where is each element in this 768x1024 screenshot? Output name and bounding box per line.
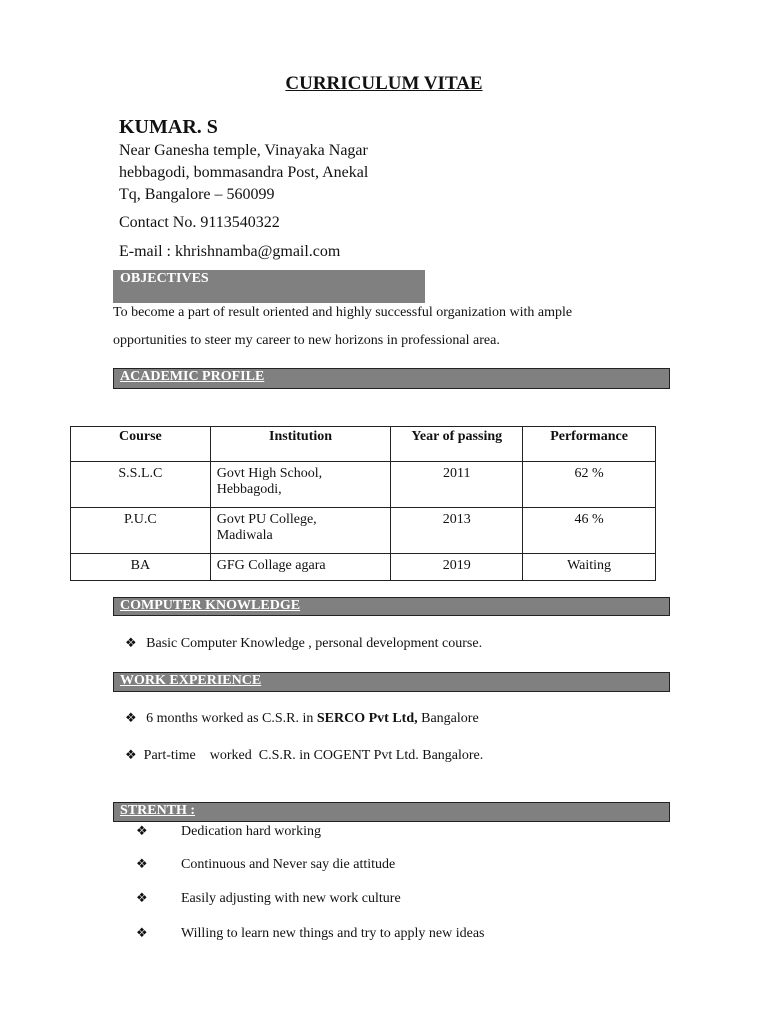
list-item (125, 748, 483, 764)
address-line-2: hebbagodi, bommasandra Post, Anekal (119, 164, 369, 181)
work-experience-heading-text: WORK EXPERIENCE (120, 673, 262, 688)
year-cell: 2013 (391, 508, 523, 554)
diamond-bullet-icon: ❖ (125, 748, 137, 763)
computer-knowledge-heading (113, 597, 670, 616)
diamond-bullet-icon: ❖ (136, 926, 148, 941)
diamond-bullet-icon: ❖ (136, 857, 148, 872)
email-address: E-mail : khrishnamba@gmail.com (119, 243, 341, 260)
header-performance: Performance (523, 427, 656, 462)
work-item-text-suffix: Bangalore (417, 711, 479, 726)
address-line-1: Near Ganesha temple, Vinayaka Nagar (119, 142, 368, 159)
list-item-text: Continuous and Never say die attitude (181, 857, 396, 872)
list-item-text: Willing to learn new things and try to apply new ideas (181, 926, 485, 941)
header-course: Course (71, 427, 211, 462)
list-item (136, 891, 401, 907)
diamond-bullet-icon: ❖ (125, 711, 137, 726)
list-item-text: Basic Computer Knowledge , personal development course. (146, 636, 483, 651)
table-row (71, 554, 656, 581)
course-cell: BA (71, 554, 211, 581)
work-experience-heading (113, 672, 670, 692)
academic-profile-heading-text: ACADEMIC PROFILE (120, 369, 265, 384)
diamond-bullet-icon: ❖ (136, 824, 148, 839)
institution-line: Govt PU College, (216, 512, 317, 527)
institution-cell: GFG Collage agara (210, 554, 391, 581)
work-item-text-prefix: 6 months worked as C.S.R. in (146, 711, 317, 726)
objectives-heading-text: OBJECTIVES (120, 271, 209, 286)
list-item-text: Easily adjusting with new work culture (181, 891, 401, 906)
objectives-line-1: To become a part of result oriented and highly successful organization with ample (113, 305, 573, 320)
objectives-line-2: opportunities to steer my career to new horizons in professional area. (113, 333, 500, 348)
objectives-heading (113, 270, 425, 303)
address-line-3: Tq, Bangalore – 560099 (119, 186, 275, 203)
institution-cell (210, 508, 391, 554)
institution-cell (210, 462, 391, 508)
academic-profile-heading (113, 368, 670, 389)
table-row (71, 508, 656, 554)
list-item-text: Dedication hard working (181, 824, 321, 839)
list-item (136, 824, 321, 840)
table-row (71, 462, 656, 508)
performance-cell: Waiting (523, 554, 656, 581)
academic-table-header (71, 427, 656, 462)
performance-cell: 46 % (523, 508, 656, 554)
course-cell: S.S.L.C (71, 462, 211, 508)
list-item (125, 636, 482, 652)
course-cell: P.U.C (71, 508, 211, 554)
contact-number: Contact No. 9113540322 (119, 214, 280, 231)
document-title: CURRICULUM VITAE (285, 73, 483, 94)
strength-heading-text: STRENTH : (120, 803, 196, 818)
list-item-text: Part-time worked C.S.R. in COGENT Pvt Ltd. Bangalore. (143, 748, 484, 763)
candidate-name: KUMAR. S (119, 116, 218, 138)
header-institution: Institution (210, 427, 391, 462)
list-item (125, 711, 479, 727)
institution-line: Hebbagodi, (216, 482, 282, 497)
institution-line: Madiwala (216, 528, 273, 543)
diamond-bullet-icon: ❖ (136, 891, 148, 906)
institution-line: Govt High School, (216, 466, 323, 481)
computer-knowledge-heading-text: COMPUTER KNOWLEDGE (120, 598, 301, 613)
strength-heading (113, 802, 670, 822)
performance-cell: 62 % (523, 462, 656, 508)
list-item (136, 857, 396, 873)
company-name: SERCO Pvt Ltd, (316, 711, 418, 726)
list-item (136, 926, 485, 942)
header-year: Year of passing (391, 427, 523, 462)
year-cell: 2019 (391, 554, 523, 581)
academic-table (70, 426, 656, 581)
diamond-bullet-icon: ❖ (125, 636, 137, 651)
year-cell: 2011 (391, 462, 523, 508)
